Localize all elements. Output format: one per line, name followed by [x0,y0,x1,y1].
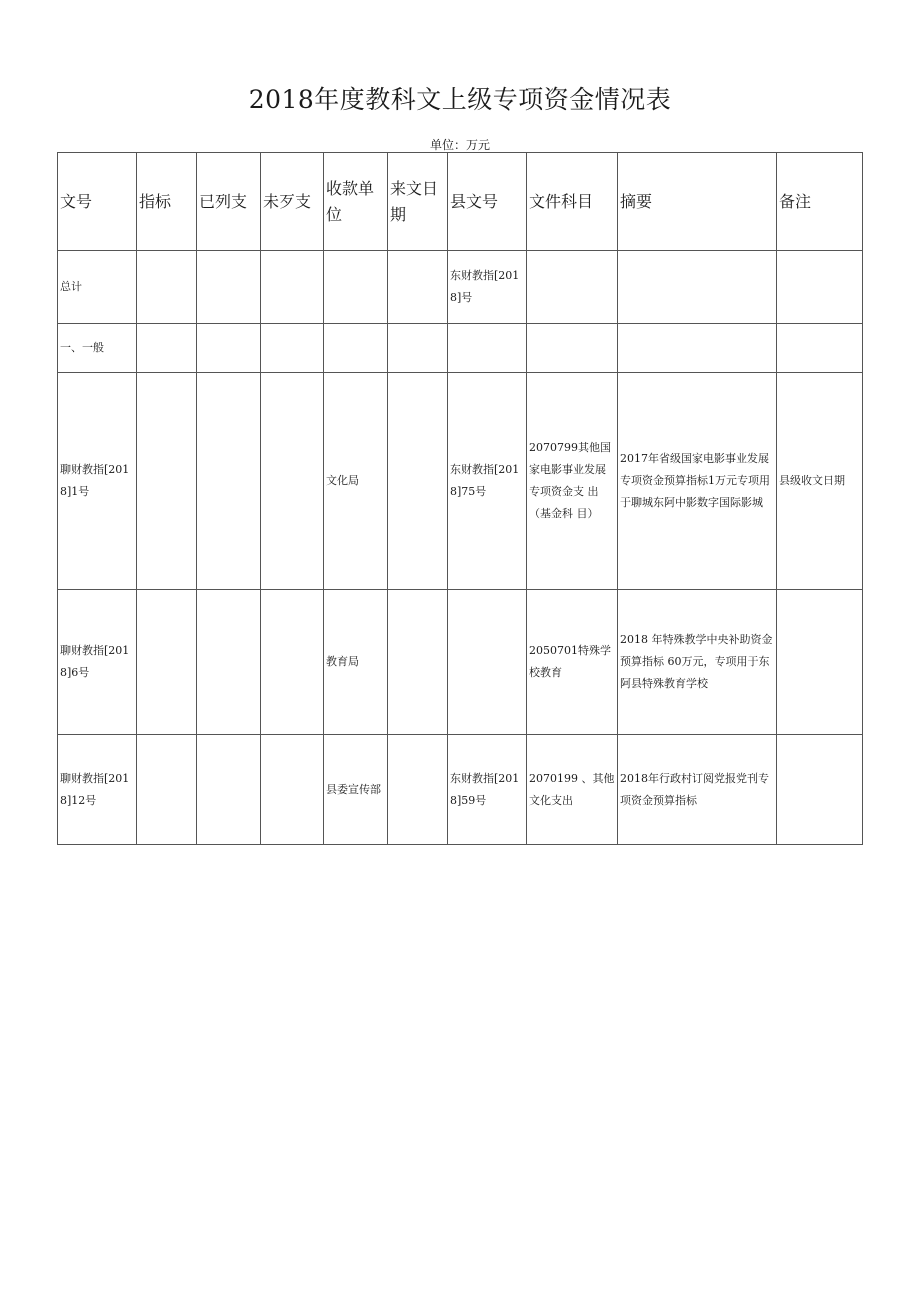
table-row [58,324,863,373]
cell-xianwenhao: 东财教指[2018]59号 [448,735,527,845]
cell-xianwenhao: 东财教指[2018]75号 [448,373,527,590]
cell-yilie [197,251,261,324]
table-row [58,590,863,735]
cell-weilie [261,590,324,735]
cell-xianwenhao [448,324,527,373]
table-row [58,373,863,590]
cell-beizhu [777,324,863,373]
cell-shoukuan: 县委宣传部 [324,735,388,845]
table-row [58,735,863,845]
cell-laiwen [388,251,448,324]
header-cell: 县文号 [448,153,527,251]
cell-xianwenhao: 东财教指[2018]号 [448,251,527,324]
header-cell: 来文日期 [388,153,448,251]
cell-xianwenhao [448,590,527,735]
cell-shoukuan [324,251,388,324]
cell-laiwen [388,324,448,373]
cell-beizhu [777,590,863,735]
cell-zhibiao [137,251,197,324]
cell-shoukuan: 教育局 [324,590,388,735]
cell-wenhao: 总计 [58,251,137,324]
cell-zhibiao [137,735,197,845]
cell-zhibiao [137,373,197,590]
cell-yilie [197,373,261,590]
cell-laiwen [388,373,448,590]
page-title: 2018年度教科文上级专项资金情况表 [248,85,672,114]
cell-zhibiao [137,324,197,373]
cell-kemu [527,251,618,324]
cell-weilie [261,251,324,324]
cell-kemu: 2070199 、其他文化支出 [527,735,618,845]
header-cell: 指标 [137,153,197,251]
cell-wenhao: 聊财教指[2018]6号 [58,590,137,735]
cell-zhaiyao: 2017年省级国家电影事业发展专项资金预算指标1万元专项用于聊城东阿中影数字国际影城 [618,373,777,590]
cell-yilie [197,735,261,845]
cell-kemu: 2070799其他国家电影事业发展 专项资金支 出（基金科 目） [527,373,618,590]
cell-beizhu [777,735,863,845]
cell-weilie [261,735,324,845]
cell-zhaiyao [618,251,777,324]
cell-kemu [527,324,618,373]
cell-beizhu [777,251,863,324]
cell-zhibiao [137,590,197,735]
header-cell: 文件科目 [527,153,618,251]
cell-wenhao: 聊财教指[2018]1号 [58,373,137,590]
cell-weilie [261,373,324,590]
table-row [58,251,863,324]
cell-laiwen [388,590,448,735]
header-cell: 已列支 [197,153,261,251]
cell-wenhao: 聊财教指[2018]12号 [58,735,137,845]
header-cell: 文号 [58,153,137,251]
cell-beizhu: 县级收文日期 [777,373,863,590]
cell-zhaiyao: 2018 年特殊教学中央补助资金预算指标 60万元，专项用于东阿县特殊教育学校 [618,590,777,735]
cell-kemu: 2050701特殊学校教育 [527,590,618,735]
cell-shoukuan: 文化局 [324,373,388,590]
cell-yilie [197,590,261,735]
header-cell: 未歹支 [261,153,324,251]
header-cell: 收款单位 [324,153,388,251]
cell-shoukuan [324,324,388,373]
cell-yilie [197,324,261,373]
unit-label: 单位：万元 [429,138,490,152]
cell-laiwen [388,735,448,845]
header-row [58,153,863,251]
funds-table [57,152,863,845]
cell-zhaiyao: 2018年行政村订阅党报党刊专项资金预算指标 [618,735,777,845]
cell-weilie [261,324,324,373]
header-cell: 备注 [777,153,863,251]
cell-zhaiyao [618,324,777,373]
header-cell: 摘要 [618,153,777,251]
cell-wenhao: 一、一般 [58,324,137,373]
